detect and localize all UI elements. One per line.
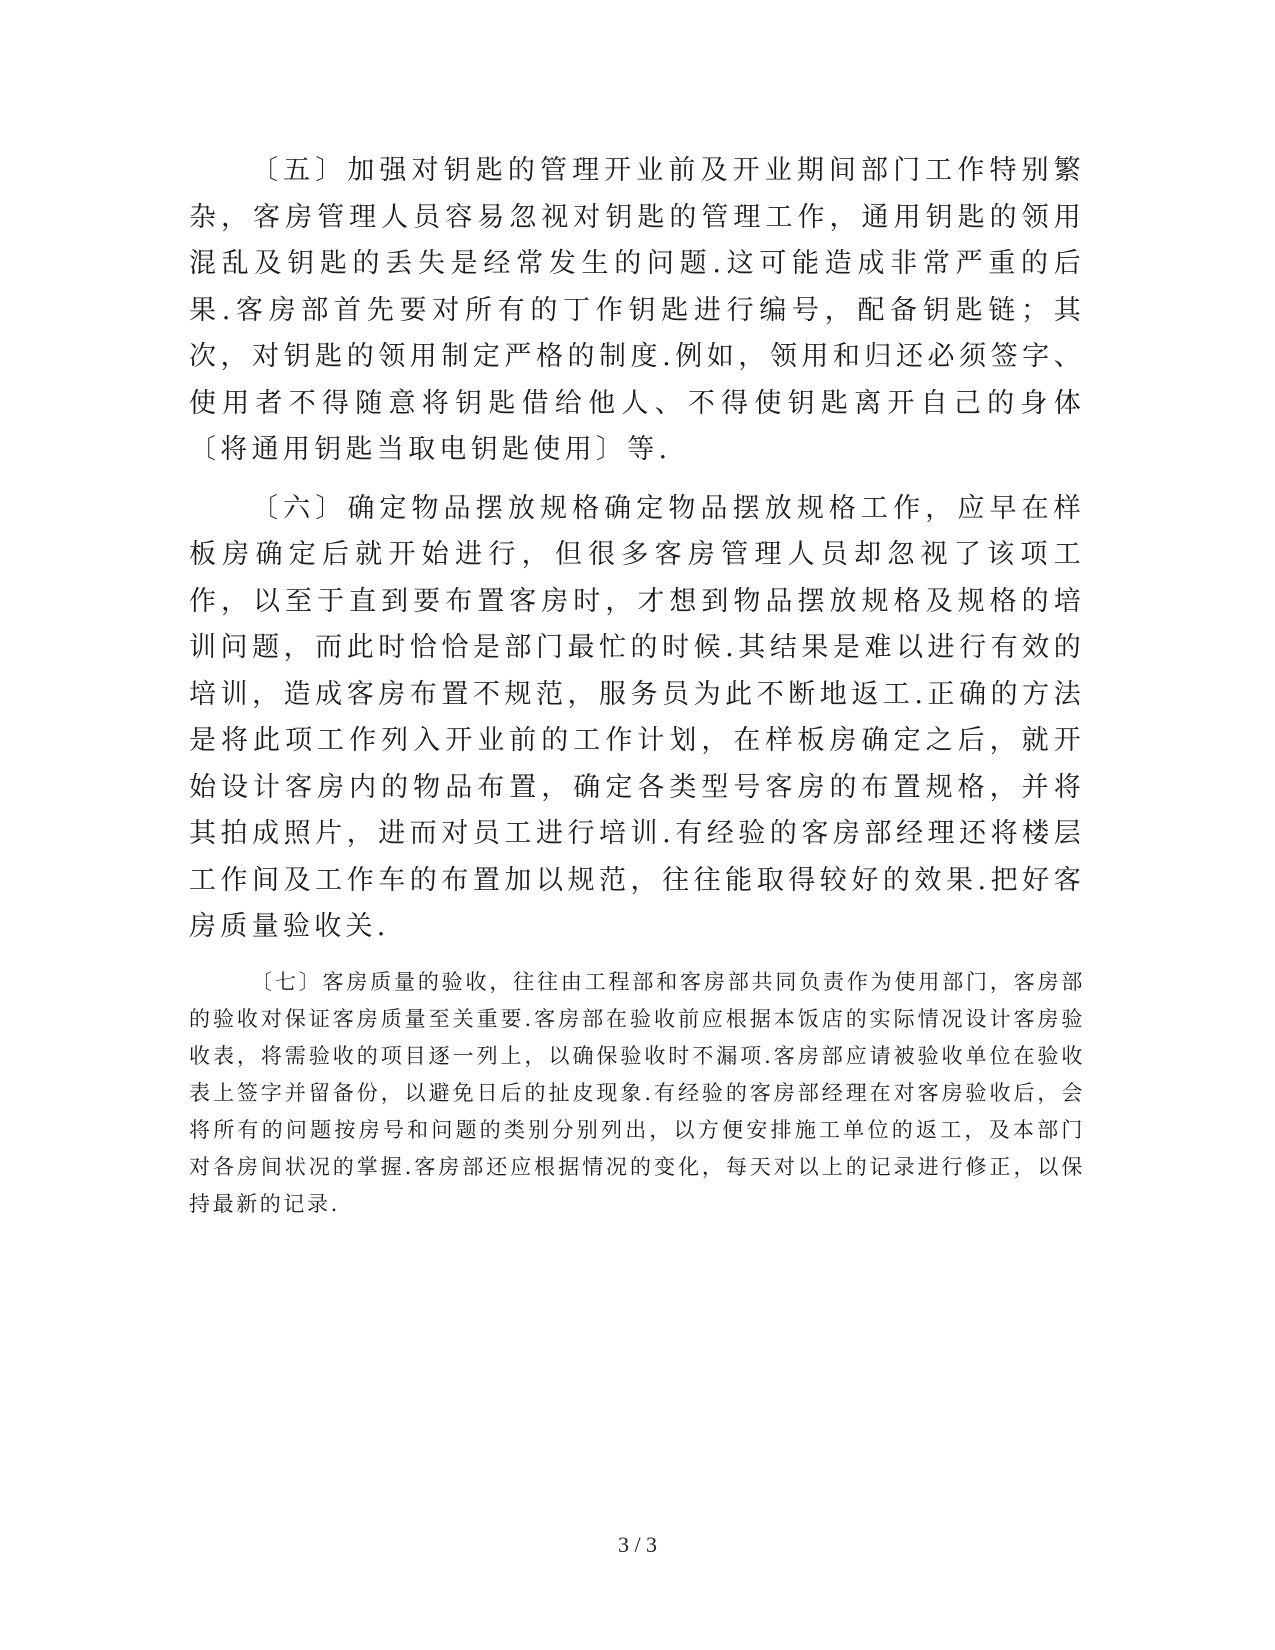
paragraph-item-placement: 〔六〕确定物品摆放规格确定物品摆放规格工作，应早在样板房确定后就开始进行，但很多客房管理人员却忽视了该项工作，以至于直到要布置客房时，才想到物品摆放规格及规格的培训问题，而此时恰恰是部门最忙的时候.其结果是难以进行有效的培训，造成客房布置不规范，服务员为此不断地返工.正确的方法是将此项工作列入开业前的工作计划，在样板房确定之后，就开始设计客房内的物品布置，确定各类型号客房的布置规格，并将其拍成照片，进而对员工进行培训.有经验的客房部经理还将楼层工作间及工作车的布置加以规范，往往能取得较好的效果.把好客房质量验收关. xyxy=(189,492,1085,942)
paragraph-quality-acceptance: 〔七〕客房质量的验收，往往由工程部和客房部共同负责作为使用部门，客房部的验收对保证客房质量至关重要.客房部在验收前应根据本饭店的实际情况设计客房验收表，将需验收的项目逐一列上，以确保验收时不漏项.客房部应请被验收单位在验收表上签字并留备份，以避免日后的扯皮现象.有经验的客房部经理在对客房验收后，会将所有的问题按房号和问题的类别分别列出，以方便安排施工单位的返工，及本部门对各房间状况的掌握.客房部还应根据情况的变化，每天对以上的记录进行修正，以保持最新的记录. xyxy=(189,969,1085,1216)
paragraph-key-management: 〔五〕加强对钥匙的管理开业前及开业期间部门工作特别繁杂，客房管理人员容易忽视对钥匙的管理工作，通用钥匙的领用混乱及钥匙的丢失是经常发生的问题.这可能造成非常严重的后果.客房部首先要对所有的丁作钥匙进行编号，配备钥匙链；其次，对钥匙的领用制定严格的制度.例如，领用和归还必须签字、使用者不得随意将钥匙借给他人、不得使钥匙离开自己的身体〔将通用钥匙当取电钥匙使用〕等. xyxy=(189,155,1085,465)
page-number: 3 / 3 xyxy=(617,1532,658,1557)
document-body xyxy=(189,148,1085,1223)
